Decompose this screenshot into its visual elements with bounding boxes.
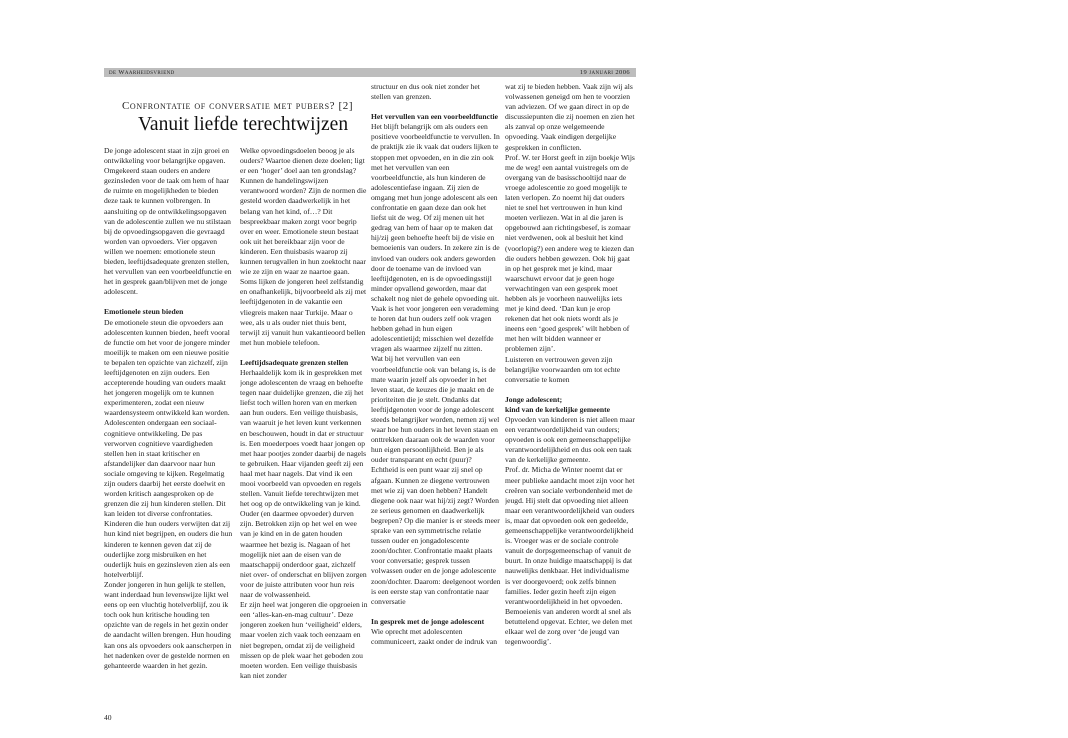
paragraph: Wie oprecht met adolescenten communiceert, zaakt onder de indruk van [371,626,498,646]
text-column-1 [104,146,234,718]
paragraph: Er zijn heel wat jongeren die opgroeien in een ‘alles-kan-en-mag cultuur’. Deze jongeren zoeken hun ‘veiligheid’ elders, maar voelen zich vaak toch eenzaam en niet begrepen, omdat zij de veiligheid missen op de plek waar het geboden zou moeten worden. Een veilige thuisbasis kan niet zonder [240,600,368,680]
paragraph: Prof. W. ter Horst geeft in zijn boekje Wijs me de weg! een aantal vuistregels om de overgang van de basisschooltijd naar de vroege adolescentie zo goed mogelijk te laten verlopen. Zo noemt hij dat ouders niet te snel het vertrouwen in hun kind moeten verliezen. Wat in al die jaren is opgebouwd aan richtingsbesef, is zomaar niet verdwenen, ook al besluit het kind (voorlopig?) een andere weg te kiezen dan die ouders hebben gewezen. Ook hij gaat in op het gesprek met je kind, maar waarschuwt ervoor dat je geen hoge verwachtingen van een gesprek moet hebben als je voorheen nauwelijks iets met je kind deed. ‘Dan kun je erop rekenen dat het ook niets wordt als je ineens een ‘goed gesprek’ wilt hebben of met hen wilt bidden wanneer er problemen zijn’. [505,152,635,354]
article-kicker: Confrontatie of conversatie met pubers? [2] [122,100,354,112]
paragraph: Zonder jongeren in hun gelijk te stellen, want inderdaad hun levenswijze lijkt wel eens op een vluchtig hotelverblijf, zou ik toch ook hun kritische houding ten opzichte van de regels in het gezin onder de aandacht willen brengen. Hun houding kan ons als opvoeders ook aanscherpen in het nadenken over de gestelde normen en gehanteerde waarden in het gezin. [104,579,232,670]
paragraph: Wat bij het vervullen van een voorbeeldfunctie ook van belang is, is de mate waarin jezelf als opvoeder in het leven staat, de keuzes die je maakt en de prioriteiten die je stelt. Ondanks dat leeftijdgenoten voor de jonge adolescent steeds belangrijker worden, nemen zij wel waar hoe hun ouders in het leven staan en onttrekken daaraan ook de waarden voor hun eigen persoonlijkheid. Ben je als ouder transparant en echt (puur)? [371,354,500,465]
paragraph: Echtheid is een punt waar zij snel op afgaan. Kunnen ze diegene vertrouwen met wie zij van doen hebben? Handelt diegene ook naar wat hij/zij zegt? Worden ze serieus genomen en daadwerkelijk begrepen? Op die manier is er steeds meer sprake van een symmetrische relatie tussen ouder en jongadolescente zoon/dochter. Confrontatie maakt plaats voor conversatie; gesprek tussen volwassen ouder en de jonge adolescente zoon/dochter. Daarom: deelgenoot worden is een eerste stap van confrontatie naar conversatie [371,465,501,606]
subheading: Jonge adolescent; [505,394,563,404]
paragraph: wat zij te bieden hebben. Vaak zijn wij als volwassenen geneigd om hen te voorzien van adviezen. Of we gaan direct in op de discussiepunten die zij noemen en zien het als zanval op onze welgemeende opvoeding. Vaak eindigen dergelijke gesprekken in conflicten. [505,82,635,152]
publication-name: de Waarheidsvriend [109,69,175,76]
paragraph: structuur en dus ook niet zonder het stellen van grenzen. [371,82,480,102]
text-column-3 [371,82,501,704]
subheading: In gesprek met de jonge adolescent [371,616,485,626]
page-number: 40 [104,713,112,722]
paragraph: Het blijft belangrijk om als ouders een positieve voorbeeldfunctie te vervullen. In de praktijk zie ik vaak dat ouders lijken te stoppen met opvoeden, en in die zin ook met het vervullen van een voorbeeldfunctie, als hun kinderen de adolescentiefase ingaan. Zij zien de omgang met hun jonge adolescent als een confrontatie en gaan deze dan ook het liefst uit de weg. Of zij menen uit het gedrag van hem of haar op te maken dat hij/zij geen behoefte heeft bij de visie en bemoeienis van ouders. In zekere zin is de invloed van ouders ook anders geworden door de toename van de invloed van leeftijdgenoten, en is de opvoedingsstijl minder opvallend geworden, maar dat schakelt nog niet de gehele opvoeding uit. [371,122,500,303]
paragraph: Luisteren en vertrouwen geven zijn belangrijke voorwaarden om tot echte conversatie te komen [505,354,621,384]
article-headline: Vanuit liefde terechtwijzen [138,114,349,135]
text-column-2 [240,146,368,706]
paragraph: Opvoeden van kinderen is niet alleen maar een verantwoordelijkheid van ouders; opvoeden is ook een gemeenschappelijke verantwoordelijkheid en dus ook een taak van de kerkelijke gemeente. [505,415,635,465]
paragraph: Prof. dr. Micha de Winter noemt dat er meer publieke aandacht moet zijn voor het creëren van sociale verbondenheid met de jeugd. Hij stelt dat opvoeding niet alleen maar een verantwoordelijkheid van ouders is, maar dat opvoeden ook een gedeelde, gemeenschappelijke verantwoordelijkheid is. Vroeger was er de sociale controle vanuit de dorpsgemeenschap of vanuit de buurt. In onze huidige maatschappij is dat nauwelijks denkbaar. Het individualisme is ver doorgevoerd; ook zelfs binnen families. Ieder gezin heeft zijn eigen verantwoordelijkheid in het opvoeden. Bemoeienis van anderen wordt al snel als betuttelend opgevat. Echter, we delen met elkaar wel de zorg over ‘de jeugd van tegenwoordig’. [505,465,635,647]
paragraph: De emotionele steun die opvoeders aan adolescenten kunnen bieden, heeft vooral de functie om het voor de jongere minder moeilijk te maken om een nieuwe positie te bepalen ten opzichte van zichzelf, zijn leeftijdgenoten en zijn ouders. Een accepterende houding van ouders maakt het jongeren mogelijk om te kunnen experimenteren, zodat een nieuw waardensysteem ontwikkeld kan worden. Adolescenten ondergaan een sociaal-cognitieve ontwikkeling. De pas verworven cognitieve vaardigheden stellen hen in staat kritischer en afstandelijker dan daarvoor naar hun sociale omgeving te kijken. Regelmatig zijn ouders daarbij het eerste doelwit en worden kritisch aangesproken op de grenzen die zij hun kinderen stellen. Dit kan leiden tot diverse confrontaties. Kinderen die hun ouders verwijten dat zij hun kind niet begrijpen, en ouders die hun kinderen te kennen geven dat zij de ouderlijke zorg misbruiken en het ouderlijk huis en gezinsleven zien als een hotelverblijf. [104,317,233,579]
paragraph: De jonge adolescent staat in zijn groei en ontwikkeling voor belangrijke opgaven. Omgekeerd staan ouders en andere gezinsleden voor de taak om hem of haar de ruimte en mogelijkheden te bieden deze taak te kunnen volbrengen. In aansluiting op de ontwikkelingsopgaven van de adolescentie zullen we nu stilstaan bij de opvoedingsopgaven die gevraagd worden van opvoeders. Vier opgaven willen we noemen: emotionele steun bieden, leeftijdsadequate grenzen stellen, het vervullen van een voorbeeldfunctie en het in gesprek gaan/blijven met de jonge adolescent. [104,146,232,297]
subheading: Emotionele steun bieden [104,307,184,317]
paragraph: Vaak is het voor jongeren een verademing te horen dat hun ouders zelf ook vragen hebben gehad in hun eigen adolescentietijd; misschien wel dezelfde vragen als waarmee zijzelf nu zitten. [371,303,499,354]
subheading: Leeftijdsadequate grenzen stellen [240,357,349,367]
issue-date: 19 januari 2006 [579,69,630,76]
subheading-continued: kind van de kerkelijke gemeente [505,404,611,414]
text-column-4 [505,82,635,704]
running-header [104,68,636,77]
paragraph: Herhaaldelijk kom ik in gesprekken met jonge adolescenten de vraag en behoefte tegen naar duidelijke grenzen, die zij het liefst toch willen horen van en merken aan hun ouders. Een veilige thuisbasis, van waaruit je het leven kunt verkennen en beschouwen, houdt in dat er structuur is. Een moederpoes voedt haar jongen op met haar pootjes zonder daarbij de nagels te gebruiken. Haar vijanden geeft zij een haal met haar nagels. Dat vind ik een mooi voorbeeld van opvoeden en regels stellen. Vanuit liefde terechtwijzen met het oog op de ontwikkeling van je kind. Ouder (en daarmee opvoeder) durven zijn. Betrokken zijn op het wel en wee van je kind en in de gaten houden waarmee het bezig is. Nagaan of het mogelijk niet aan de eisen van de maatschappij onderdoor gaat, zichzelf niet over- of onderschat en blijven zorgen voor de juiste attributen voor hun reis naar de volwassenheid. [240,367,367,600]
paragraph: Welke opvoedingsdoelen beoog je als ouders? Waartoe dienen deze doelen; ligt er een ‘hoger’ doel aan ten grondslag? Kunnen de handelingswijzen verantwoord worden? Zijn de normen die gesteld worden daadwerkelijk in het belang van het kind, of…? Dit bespreekbaar maken zorgt voor begrip over en weer. Emotionele steun bestaat ook uit het bereikbaar zijn voor de kinderen. Een thuisbasis waarop zij kunnen terugvallen in hun zoektocht naar wie ze zijn en waar ze naartoe gaan. Soms lijken de jongeren heel zelfstandig en onafhankelijk, bijvoorbeeld als zij met leeftijdgenoten in de vakantie een vliegreis maken naar Turkije. Maar o wee, als u als ouder niet thuis bent, terwijl zij vanuit hun vakantieoord bellen met hun mobiele telefoon. [240,146,367,347]
subheading: Het vervullen van een voorbeeldfunctie [371,112,498,122]
